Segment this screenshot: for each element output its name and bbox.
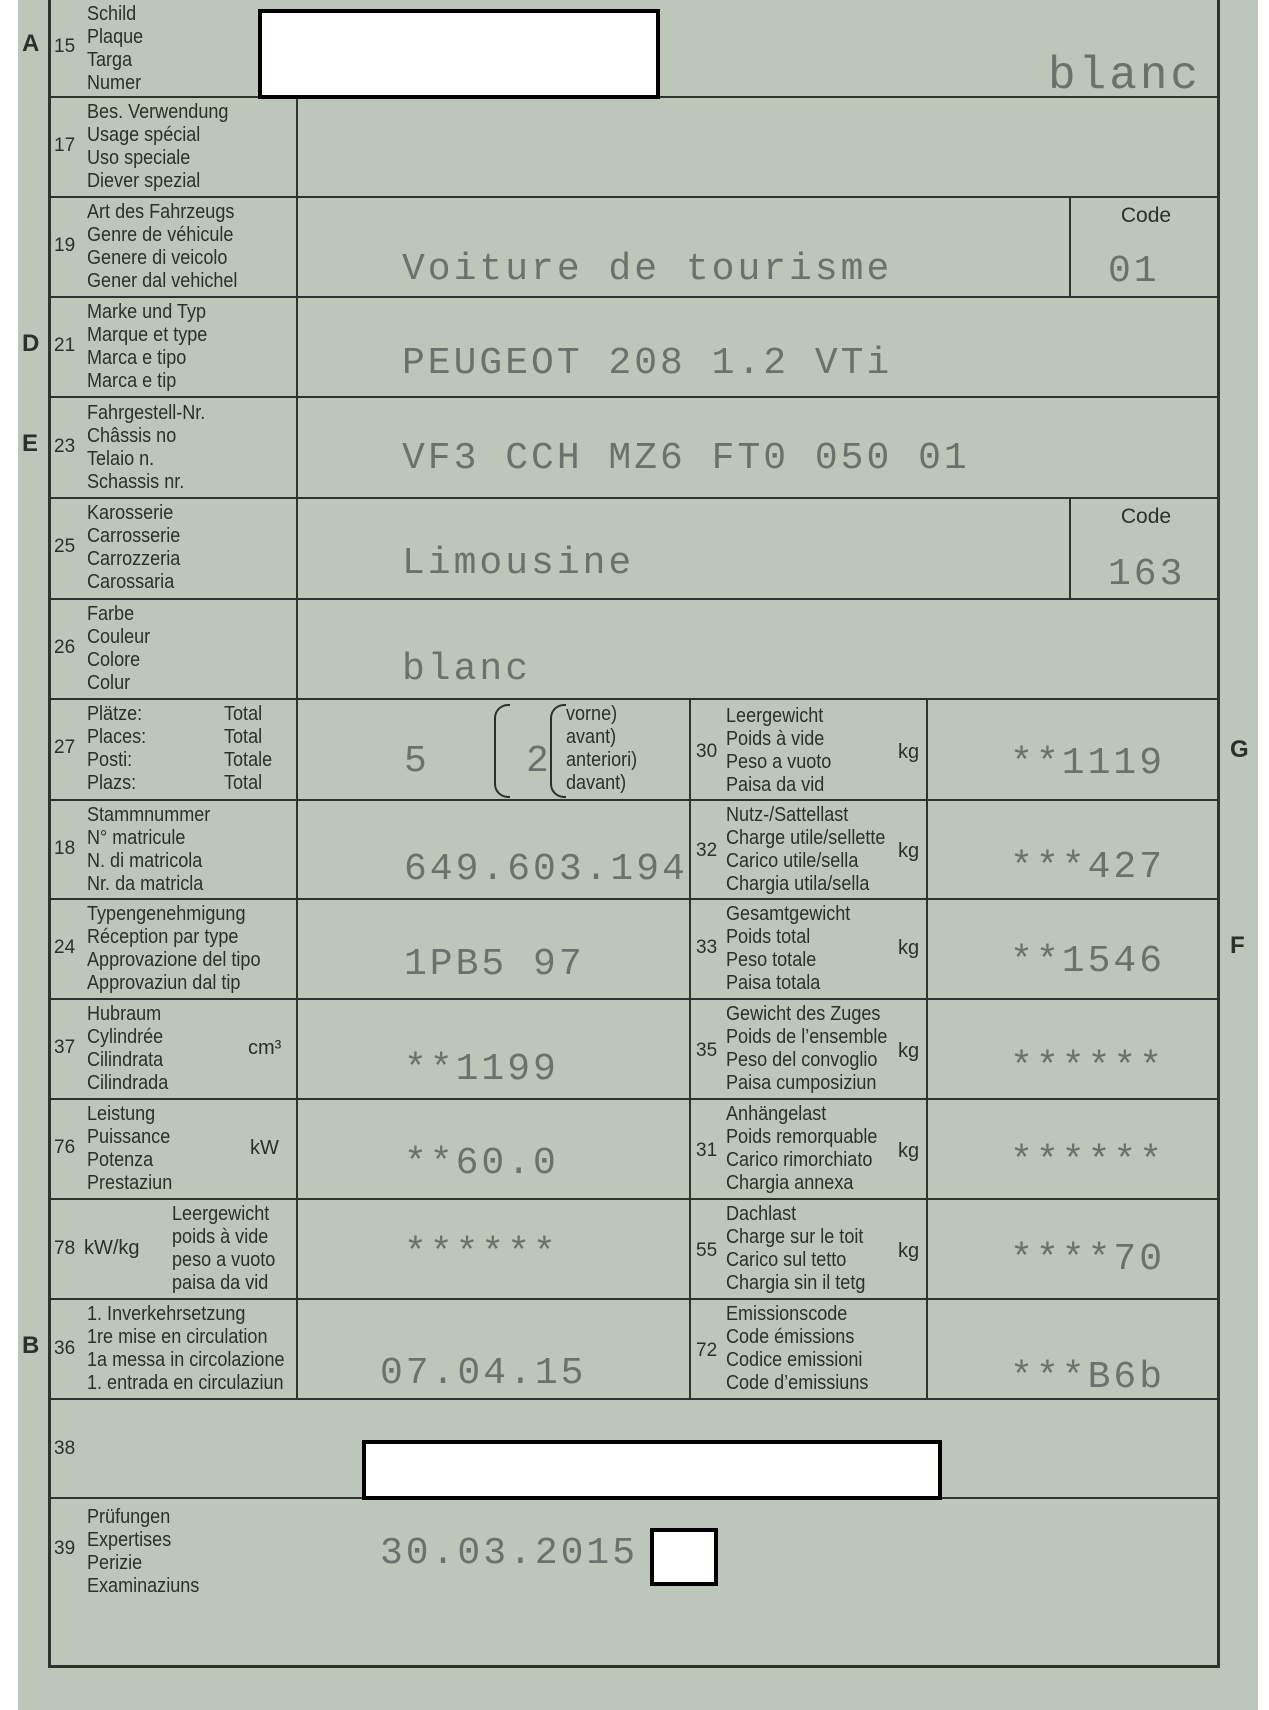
label-fr: Réception par type <box>87 925 239 948</box>
label-rm: Paisa da vid <box>726 773 825 796</box>
label-it: Carico utile/sella <box>726 849 859 872</box>
field-number: 27 <box>54 737 76 758</box>
label-rm: Code d’emissiuns <box>726 1371 869 1394</box>
bracket <box>550 704 566 798</box>
label-it: Peso a vuoto <box>726 750 832 773</box>
label-fr: Expertises <box>87 1528 172 1551</box>
side-marker-f: F <box>1230 932 1245 959</box>
field-number: 32 <box>696 840 718 861</box>
label-it: Uso speciale <box>87 146 191 169</box>
label-fr: Charge sur le toit <box>726 1225 864 1248</box>
label-de: Dachlast <box>726 1202 797 1225</box>
label-it: peso a vuoto <box>172 1248 276 1271</box>
label-rm: Diever spezial <box>87 169 201 192</box>
row-divider <box>48 1198 1220 1200</box>
label-it: Carico sul tetto <box>726 1248 847 1271</box>
label-fr: Châssis no <box>87 424 177 447</box>
front-label-it: anteriori) <box>566 748 638 771</box>
field-number: 15 <box>54 36 76 57</box>
label-fr: Places: <box>87 725 147 748</box>
label-it: Carico rimorchiato <box>726 1148 873 1171</box>
label-de: Schild <box>87 2 137 25</box>
label-rm: Numer <box>87 71 142 94</box>
field-number: 78 <box>54 1238 76 1259</box>
unit-label: kg <box>898 1140 920 1162</box>
field-value: ****70 <box>1010 1238 1165 1281</box>
label-de: 1. Inverkehrsetzung <box>87 1302 246 1325</box>
side-marker-d: D <box>22 330 40 357</box>
field-number: 24 <box>54 937 76 958</box>
field-value: ***B6b <box>1010 1356 1165 1399</box>
label-fr: Charge utile/sellette <box>726 826 886 849</box>
field-value: ***427 <box>1010 846 1165 889</box>
label-rm: Examinaziuns <box>87 1574 200 1597</box>
field-number: 19 <box>54 235 76 256</box>
front-label-rm: davant) <box>566 771 627 794</box>
label-de: Emissionscode <box>726 1302 848 1325</box>
label-fr: Marque et type <box>87 323 208 346</box>
row-divider <box>48 497 1220 499</box>
label-fr: N° matricule <box>87 826 186 849</box>
label-rm: Paisa totala <box>726 971 821 994</box>
total-label-fr: Total <box>224 725 263 748</box>
unit-label: kW/kg <box>84 1237 140 1259</box>
label-rm: Gener dal vehichel <box>87 269 238 292</box>
label-fr: Poids de l’ensemble <box>726 1025 888 1048</box>
side-marker-a: A <box>22 30 40 57</box>
field-value: ****** <box>404 1232 559 1275</box>
field-number: 35 <box>696 1040 718 1061</box>
redacted-stamp <box>650 1528 718 1586</box>
field-number: 36 <box>54 1338 76 1359</box>
field-value: 649.603.194 <box>404 848 688 891</box>
field-number: 31 <box>696 1140 718 1161</box>
label-de: Plätze: <box>87 702 143 725</box>
label-fr: Poids remorquable <box>726 1125 878 1148</box>
total-seats-value: 5 <box>404 740 430 783</box>
label-it: Peso del convoglio <box>726 1048 878 1071</box>
row-divider <box>48 998 1220 1000</box>
field-value: VF3 CCH MZ6 FT0 050 01 <box>402 437 970 480</box>
field-value: **60.0 <box>404 1142 559 1185</box>
label-rm: Chargia annexa <box>726 1171 854 1194</box>
code-header: Code <box>1120 204 1172 227</box>
label-fr: Genre de véhicule <box>87 223 234 246</box>
label-fr: Code émissions <box>726 1325 855 1348</box>
label-de: Nutz-/Sattellast <box>726 803 849 826</box>
field-value: ****** <box>1010 1140 1165 1183</box>
middle-column-divider <box>689 698 691 1398</box>
label-de: Karosserie <box>87 501 174 524</box>
label-fr: Plaque <box>87 25 144 48</box>
row-divider <box>48 1298 1220 1300</box>
code-header: Code <box>1120 505 1172 528</box>
label-rm: Marca e tip <box>87 369 177 392</box>
field-number: 55 <box>696 1240 718 1261</box>
field-value: **1546 <box>1010 940 1165 983</box>
label-de: Hubraum <box>87 1002 162 1025</box>
label-it: Telaio n. <box>87 447 155 470</box>
label-it: 1a messa in circolazione <box>87 1348 285 1371</box>
field-value: 1PB5 97 <box>404 943 585 986</box>
row-divider <box>48 898 1220 900</box>
field-number: 76 <box>54 1137 76 1158</box>
label-fr: Carrosserie <box>87 524 181 547</box>
side-marker-g: G <box>1230 736 1249 763</box>
field-number: 17 <box>54 135 76 156</box>
label-de: Prüfungen <box>87 1505 171 1528</box>
label-rm: Cilindrada <box>87 1071 169 1094</box>
label-fr: Poids total <box>726 925 811 948</box>
label-it: Marca e tipo <box>87 346 187 369</box>
row-divider <box>48 698 1220 700</box>
unit-label: kW <box>250 1137 279 1159</box>
unit-label: kg <box>898 1040 920 1062</box>
field-value: Limousine <box>402 542 635 585</box>
field-value: **1199 <box>404 1048 559 1091</box>
unit-label: kg <box>898 840 920 862</box>
field-number: 33 <box>696 937 718 958</box>
front-label-fr: avant) <box>566 725 617 748</box>
side-marker-b: B <box>22 1332 40 1359</box>
label-it: Potenza <box>87 1148 154 1171</box>
redacted-remarks <box>362 1440 942 1500</box>
field-value: Voiture de tourisme <box>402 248 893 291</box>
field-number: 38 <box>54 1438 76 1459</box>
label-de: Typengenehmigung <box>87 902 246 925</box>
label-rm: Nr. da matricla <box>87 872 204 895</box>
front-seats-value: 2 <box>526 740 552 783</box>
label-de: Farbe <box>87 602 135 625</box>
label-de: Gewicht des Zuges <box>726 1002 881 1025</box>
code-value: 01 <box>1108 250 1160 293</box>
label-it: Approvazione del tipo <box>87 948 261 971</box>
field-value: PEUGEOT 208 1.2 VTi <box>402 342 893 385</box>
label-de: Marke und Typ <box>87 300 207 323</box>
label-de: Fahrgestell-Nr. <box>87 401 206 424</box>
total-label-rm: Total <box>224 771 263 794</box>
label-column-divider <box>296 96 298 1398</box>
field-number: 21 <box>54 335 76 356</box>
label-rm: Plazs: <box>87 771 137 794</box>
label-it: Genere di veicolo <box>87 246 228 269</box>
label-it: Posti: <box>87 748 133 771</box>
label-rm: Chargia sin il tetg <box>726 1271 866 1294</box>
label-rm: Carossaria <box>87 570 175 593</box>
label-de: Anhängelast <box>726 1102 827 1125</box>
label-fr: Puissance <box>87 1125 171 1148</box>
label-de: Art des Fahrzeugs <box>87 200 235 223</box>
row-divider <box>48 1098 1220 1100</box>
field-value: **1119 <box>1010 742 1165 785</box>
redacted-plate-number <box>258 9 660 99</box>
row-divider <box>48 396 1220 398</box>
field-number: 26 <box>54 637 76 658</box>
label-fr: Cylindrée <box>87 1025 164 1048</box>
label-rm: Chargia utila/sella <box>726 872 870 895</box>
label-de: Stammnummer <box>87 803 211 826</box>
label-fr: Poids à vide <box>726 727 825 750</box>
label-fr: Couleur <box>87 625 151 648</box>
label-rm: Prestaziun <box>87 1171 173 1194</box>
unit-label: kg <box>898 937 920 959</box>
unit-label: kg <box>898 1240 920 1262</box>
label-rm: paisa da vid <box>172 1271 269 1294</box>
unit-label: cm³ <box>248 1037 282 1059</box>
field-value: blanc <box>1048 50 1202 102</box>
label-rm: Colur <box>87 671 131 694</box>
label-it: N. di matricola <box>87 849 203 872</box>
label-it: Colore <box>87 648 141 671</box>
label-de: Leergewicht <box>172 1202 270 1225</box>
label-de: Leistung <box>87 1102 156 1125</box>
field-number: 37 <box>54 1037 76 1058</box>
label-it: Targa <box>87 48 133 71</box>
label-it: Peso totale <box>726 948 817 971</box>
side-marker-e: E <box>22 430 39 457</box>
row-divider <box>48 196 1220 198</box>
field-number: 39 <box>54 1538 76 1559</box>
field-number: 23 <box>54 436 76 457</box>
label-de: Gesamtgewicht <box>726 902 851 925</box>
label-it: Carrozzeria <box>87 547 181 570</box>
code-value: 163 <box>1108 553 1186 596</box>
field-number: 30 <box>696 741 718 762</box>
row-divider <box>48 598 1220 600</box>
total-label-de: Total <box>224 702 263 725</box>
field-number: 18 <box>54 838 76 859</box>
label-fr: 1re mise en circulation <box>87 1325 268 1348</box>
label-rm: 1. entrada en circulaziun <box>87 1371 284 1394</box>
row-divider <box>48 296 1220 298</box>
label-fr: Usage spécial <box>87 123 201 146</box>
label-it: Cilindrata <box>87 1048 164 1071</box>
field-value: 30.03.2015 <box>380 1532 639 1575</box>
label-rm: Schassis nr. <box>87 470 185 493</box>
row-divider <box>48 799 1220 801</box>
total-label-it: Totale <box>224 748 273 771</box>
label-rm: Approvaziun dal tip <box>87 971 241 994</box>
field-value: blanc <box>402 648 532 691</box>
label-it: Perizie <box>87 1551 143 1574</box>
field-value: 07.04.15 <box>380 1352 587 1395</box>
bracket <box>494 704 510 798</box>
front-label-de: vorne) <box>566 702 618 725</box>
label-de: Leergewicht <box>726 704 824 727</box>
field-number: 72 <box>696 1340 718 1361</box>
label-it: Codice emissioni <box>726 1348 863 1371</box>
label-de: Bes. Verwendung <box>87 100 229 123</box>
label-fr: poids à vide <box>172 1225 269 1248</box>
field-value: ****** <box>1010 1046 1165 1089</box>
label-rm: Paisa cumposiziun <box>726 1071 877 1094</box>
field-number: 25 <box>54 536 76 557</box>
unit-label: kg <box>898 741 920 763</box>
